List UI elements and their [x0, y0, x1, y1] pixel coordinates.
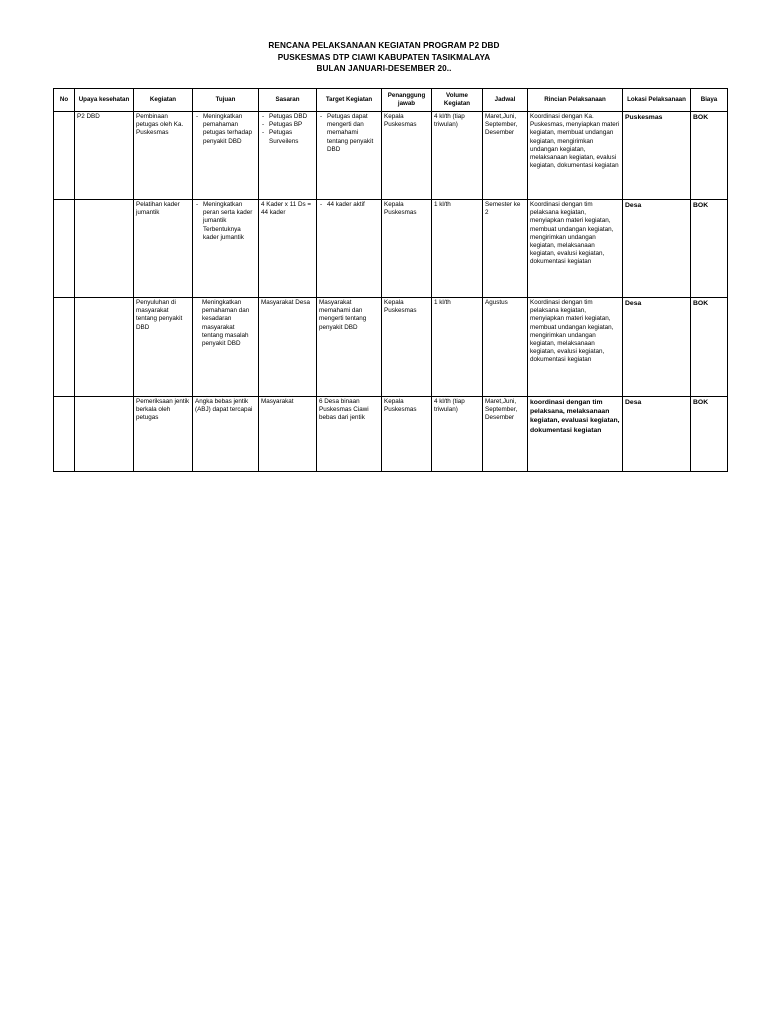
cell-upaya	[75, 200, 134, 298]
cell-sasaran: Masyarakat Desa	[259, 298, 317, 397]
header-rincian: Rincian Pelaksanaan	[528, 89, 623, 112]
cell-volume: 4 kl/th (tiap triwulan)	[432, 397, 483, 472]
cell-kegiatan: Pelatihan kader jumantik	[134, 200, 193, 298]
header-jadwal: Jadwal	[483, 89, 528, 112]
cell-biaya: BOK	[691, 112, 728, 200]
cell-no	[54, 200, 75, 298]
cell-upaya	[75, 397, 134, 472]
cell-lokasi: Desa	[623, 298, 691, 397]
header-penanggung: Penanggung jawab	[382, 89, 432, 112]
cell-tujuan: Angka bebas jentik (ABJ) dapat tercapai	[193, 397, 259, 472]
cell-target	[317, 200, 382, 298]
list-item: - Petugas Surveilens	[261, 129, 314, 145]
cell-tujuan	[193, 200, 259, 298]
header-upaya: Upaya kesehatan	[75, 89, 134, 112]
cell-kegiatan: Pembinaan petugas oleh Ka. Puskesmas	[134, 112, 193, 200]
cell-penanggung: Kepala Puskesmas	[382, 200, 432, 298]
cell-lokasi: Desa	[623, 200, 691, 298]
cell-biaya: BOK	[691, 200, 728, 298]
cell-lokasi: Puskesmas	[623, 112, 691, 200]
cell-rincian: Koordinasi dengan tim pelaksana kegiatan, menyiapkan materi kegiatan, membuat undangan kegiatan, mengirimkan undangan kegiatan, melaksanaan kegiatan, evalusi kegiatan, dokumentasi kegiatan	[528, 200, 623, 298]
cell-volume: 1 kl/th	[432, 298, 483, 397]
cell-penanggung: Kepala Puskesmas	[382, 298, 432, 397]
header-row	[54, 89, 728, 112]
cell-tujuan	[193, 112, 259, 200]
list-item: - 44 kader aktif	[319, 201, 379, 209]
cell-target: 6 Desa binaan Puskesmas Ciawi bebas dari jentik	[317, 397, 382, 472]
list-item: - Meningkatkan peran serta kader jumantik Terbentuknya kader jumantik	[195, 201, 256, 242]
cell-no	[54, 397, 75, 472]
header-biaya: Biaya	[691, 89, 728, 112]
header-target: Target Kegiatan	[317, 89, 382, 112]
table-row	[54, 298, 728, 397]
cell-jadwal: Maret,Juni, September, Desember	[483, 112, 528, 200]
list-item: - Petugas dapat mengerti dan memahami tentang penyakit DBD	[319, 113, 379, 154]
list-item: - Petugas DBD	[261, 113, 314, 121]
table-row	[54, 397, 728, 472]
cell-no	[54, 112, 75, 200]
cell-jadwal: Semester ke 2	[483, 200, 528, 298]
list-item: - Petugas BP	[261, 121, 314, 129]
cell-lokasi: Desa	[623, 397, 691, 472]
header-volume: Volume Kegiatan	[432, 89, 483, 112]
table-row	[54, 112, 728, 200]
header-no: No	[54, 89, 75, 112]
cell-upaya	[75, 298, 134, 397]
cell-target: Masyarakat memahami dan mengerti tentang penyakit DBD	[317, 298, 382, 397]
cell-biaya: BOK	[691, 298, 728, 397]
cell-sasaran	[259, 112, 317, 200]
cell-biaya: BOK	[691, 397, 728, 472]
title-line-1: RENCANA PELAKSANAAN KEGIATAN PROGRAM P2 DBD	[268, 41, 500, 50]
cell-penanggung: Kepala Puskesmas	[382, 397, 432, 472]
cell-no	[54, 298, 75, 397]
cell-rincian: koordinasi dengan tim pelaksana, melaksanaan kegiatan, evaluasi kegiatan, dokumentasi kegiatan	[528, 397, 623, 472]
cell-rincian: Koordinasi dengan Ka. Puskesmas, menyiapkan materi kegiatan, membuat undangan kegiatan, mengirimkan undangan kegiatan, melaksanaan kegiatan, evalusi kegiatan, dokumentasi kegiatan	[528, 112, 623, 200]
cell-tujuan: Meningkatkan pemahaman dan kesadaran masyarakat tentang masalah penyakit DBD	[193, 298, 259, 397]
cell-sasaran: Masyarakat	[259, 397, 317, 472]
cell-penanggung: Kepala Puskesmas	[382, 112, 432, 200]
cell-volume: 1 kl/th	[432, 200, 483, 298]
cell-jadwal: Maret,Juni, September, Desember	[483, 397, 528, 472]
cell-jadwal: Agustus	[483, 298, 528, 397]
title-line-3: BULAN JANUARI-DESEMBER 20..	[316, 64, 452, 73]
header-kegiatan: Kegiatan	[134, 89, 193, 112]
cell-rincian: Koordinasi dengan tim pelaksana kegiatan, menyiapkan materi kegiatan, membuat undangan kegiatan, mengirimkan undangan kegiatan, melaksanaan kegiatan, evalusi kegiatan, dokumentasi kegiatan	[528, 298, 623, 397]
document-title	[0, 40, 768, 75]
header-sasaran: Sasaran	[259, 89, 317, 112]
cell-kegiatan: Penyuluhan di masyarakat tentang penyakit DBD	[134, 298, 193, 397]
cell-kegiatan: Pemeriksaan jentik berkala oleh petugas	[134, 397, 193, 472]
list-item: - Meningkatkan pemahaman petugas terhadap penyakit DBD	[195, 113, 256, 146]
activity-plan-table	[53, 88, 728, 472]
title-line-2: PUSKESMAS DTP CIAWI KABUPATEN TASIKMALAYA	[277, 52, 491, 62]
header-tujuan: Tujuan	[193, 89, 259, 112]
cell-volume: 4 kl/th (tiap triwulan)	[432, 112, 483, 200]
table-row	[54, 200, 728, 298]
header-lokasi: Lokasi Pelaksanaan	[623, 89, 691, 112]
cell-target	[317, 112, 382, 200]
cell-sasaran: 4 Kader x 11 Ds = 44 kader	[259, 200, 317, 298]
cell-upaya: P2 DBD	[75, 112, 134, 200]
